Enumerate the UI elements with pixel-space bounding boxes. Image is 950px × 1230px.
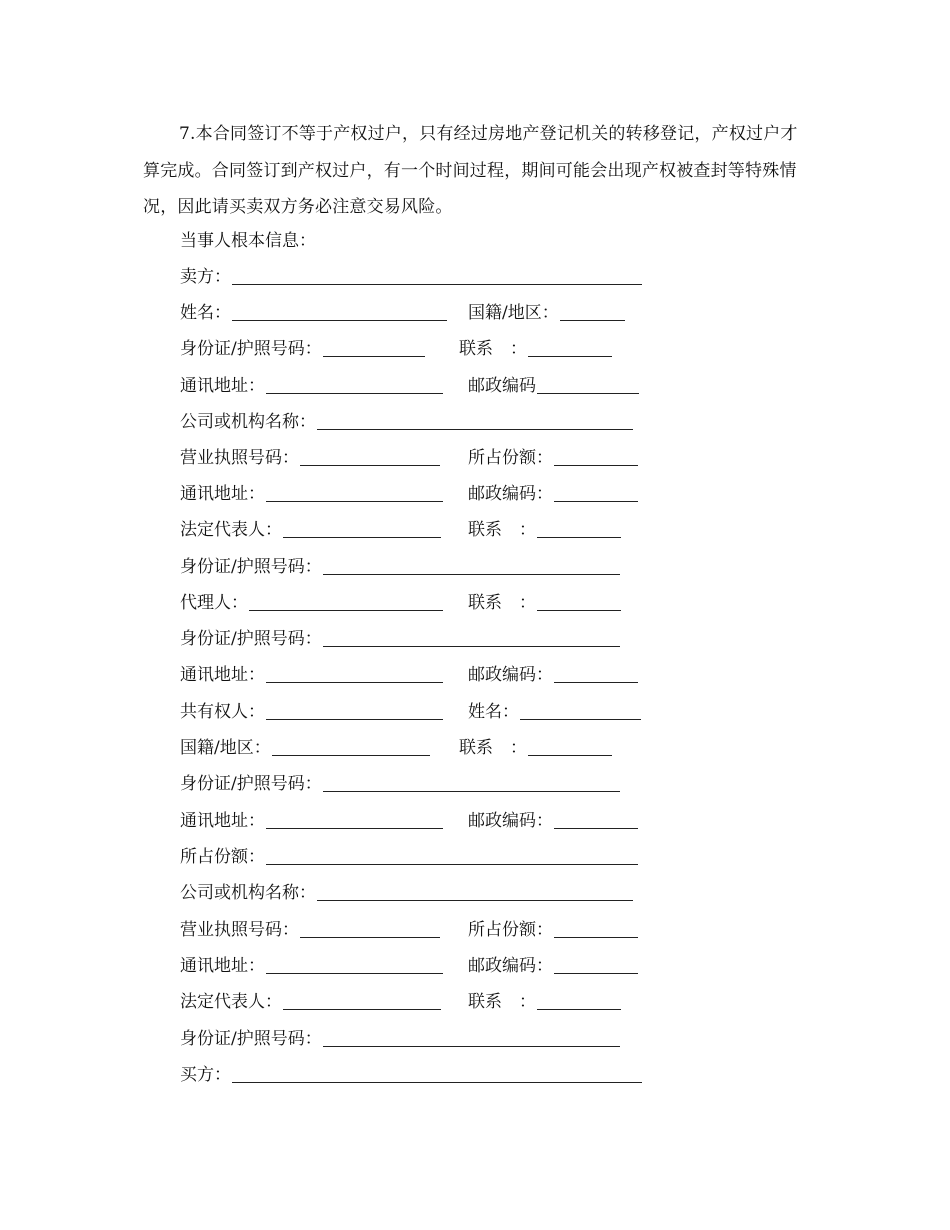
form-field[interactable]	[180, 879, 633, 907]
form-field[interactable]	[459, 335, 612, 363]
form-field[interactable]	[180, 661, 443, 689]
form-field[interactable]	[468, 988, 621, 1016]
form-field[interactable]	[180, 988, 441, 1016]
field-label: 通讯地址：	[180, 811, 265, 831]
field-label: 营业执照号码：	[180, 448, 299, 468]
field-blank[interactable]	[300, 444, 440, 466]
field-label: 身份证/护照号码：	[180, 557, 322, 577]
field-label: 联系 ：	[459, 339, 527, 359]
field-blank[interactable]	[283, 988, 441, 1010]
form-field[interactable]	[180, 916, 440, 944]
field-label: 身份证/护照号码：	[180, 1029, 322, 1049]
form-field[interactable]	[180, 952, 443, 980]
field-blank[interactable]	[266, 698, 443, 720]
field-blank[interactable]	[272, 734, 430, 756]
field-blank[interactable]	[266, 952, 443, 974]
form-field[interactable]	[180, 734, 430, 762]
field-label: 卖方：	[180, 267, 231, 287]
field-label: 国籍/地区：	[180, 738, 271, 758]
form-field[interactable]	[180, 372, 443, 400]
field-label: 通讯地址：	[180, 484, 265, 504]
field-label: 身份证/护照号码：	[180, 339, 322, 359]
field-blank[interactable]	[266, 372, 443, 394]
field-label: 共有权人：	[180, 702, 265, 722]
field-label: 联系 ：	[459, 738, 527, 758]
field-blank[interactable]	[249, 589, 443, 611]
field-blank[interactable]	[317, 879, 633, 901]
form-field[interactable]	[180, 770, 620, 798]
field-blank[interactable]	[283, 516, 441, 538]
field-blank[interactable]	[528, 734, 612, 756]
field-blank[interactable]	[537, 372, 639, 394]
field-label: 通讯地址：	[180, 376, 265, 396]
notice-paragraph: 7.本合同签订不等于产权过户，只有经过房地产登记机关的转移登记，产权过户才算完成。合同签订到产权过户，有一个时间过程，期间可能会出现产权被查封等特殊情况，因此请买卖双方务必注意交易风险。	[143, 124, 798, 217]
field-blank[interactable]	[554, 952, 638, 974]
field-label: 买方：	[180, 1065, 231, 1085]
field-label: 通讯地址：	[180, 665, 265, 685]
form-field[interactable]	[180, 263, 645, 291]
field-label: 姓名：	[468, 702, 519, 722]
field-label: 公司或机构名称：	[180, 412, 316, 432]
form-field[interactable]	[180, 843, 638, 871]
field-label: 身份证/护照号码：	[180, 774, 322, 794]
form-field[interactable]	[468, 916, 638, 944]
field-blank[interactable]	[266, 807, 443, 829]
field-label: 联系 ：	[468, 520, 536, 540]
field-label: 姓名：	[180, 303, 231, 323]
form-field[interactable]	[468, 516, 621, 544]
form-field[interactable]	[180, 480, 443, 508]
field-label: 通讯地址：	[180, 956, 265, 976]
field-blank[interactable]	[323, 1025, 620, 1047]
field-label: 邮政编码：	[468, 484, 553, 504]
field-label: 邮政编码：	[468, 665, 553, 685]
field-label: 营业执照号码：	[180, 920, 299, 940]
field-blank[interactable]	[323, 625, 620, 647]
field-blank[interactable]	[520, 698, 641, 720]
field-label: 身份证/护照号码：	[180, 629, 322, 649]
field-blank[interactable]	[554, 661, 638, 683]
field-blank[interactable]	[323, 335, 425, 357]
form-field[interactable]	[180, 516, 441, 544]
field-label: 法定代表人：	[180, 520, 282, 540]
field-blank[interactable]	[528, 335, 612, 357]
form-field[interactable]	[180, 1061, 642, 1089]
form-field[interactable]	[468, 698, 641, 726]
field-blank[interactable]	[300, 916, 440, 938]
field-blank[interactable]	[554, 807, 638, 829]
field-label: 法定代表人：	[180, 992, 282, 1012]
field-blank[interactable]	[554, 480, 638, 502]
form-field[interactable]	[468, 661, 638, 689]
field-blank[interactable]	[232, 299, 447, 321]
field-label: 所占份额：	[468, 920, 553, 940]
field-blank[interactable]	[537, 516, 621, 538]
field-label: 联系 ：	[468, 593, 536, 613]
form-field[interactable]	[468, 589, 621, 617]
field-label: 所占份额：	[180, 847, 265, 867]
field-blank[interactable]	[232, 263, 642, 285]
field-blank[interactable]	[537, 988, 621, 1010]
form-field[interactable]	[180, 625, 620, 653]
field-blank[interactable]	[266, 661, 443, 683]
field-blank[interactable]	[266, 843, 638, 865]
form-field[interactable]	[468, 372, 639, 400]
form-field[interactable]	[468, 807, 638, 835]
form-field[interactable]	[180, 335, 425, 363]
field-blank[interactable]	[560, 299, 625, 321]
field-label: 邮政编码	[468, 376, 536, 396]
form-field[interactable]	[180, 1025, 620, 1053]
section-heading: 当事人根本信息：	[180, 231, 316, 251]
field-blank[interactable]	[554, 444, 638, 466]
form-field[interactable]	[180, 698, 443, 726]
field-label: 国籍/地区：	[468, 303, 559, 323]
field-label: 邮政编码：	[468, 956, 553, 976]
field-blank[interactable]	[266, 480, 443, 502]
field-label: 联系 ：	[468, 992, 536, 1012]
form-field[interactable]	[180, 589, 443, 617]
field-blank[interactable]	[323, 770, 620, 792]
form-field[interactable]	[180, 299, 447, 327]
form-field[interactable]	[180, 807, 443, 835]
field-blank[interactable]	[323, 553, 620, 575]
field-blank[interactable]	[537, 589, 621, 611]
field-label: 邮政编码：	[468, 811, 553, 831]
form-field[interactable]	[468, 444, 638, 472]
field-blank[interactable]	[317, 408, 633, 430]
field-blank[interactable]	[554, 916, 638, 938]
form-field[interactable]	[468, 952, 638, 980]
field-blank[interactable]	[232, 1061, 642, 1083]
form-field[interactable]	[468, 299, 625, 327]
form-field[interactable]	[468, 480, 638, 508]
form-field[interactable]	[180, 408, 633, 436]
field-label: 所占份额：	[468, 448, 553, 468]
form-field[interactable]	[180, 553, 620, 581]
field-label: 公司或机构名称：	[180, 883, 316, 903]
field-label: 代理人：	[180, 593, 248, 613]
form-field[interactable]	[459, 734, 612, 762]
form-field[interactable]	[180, 444, 440, 472]
